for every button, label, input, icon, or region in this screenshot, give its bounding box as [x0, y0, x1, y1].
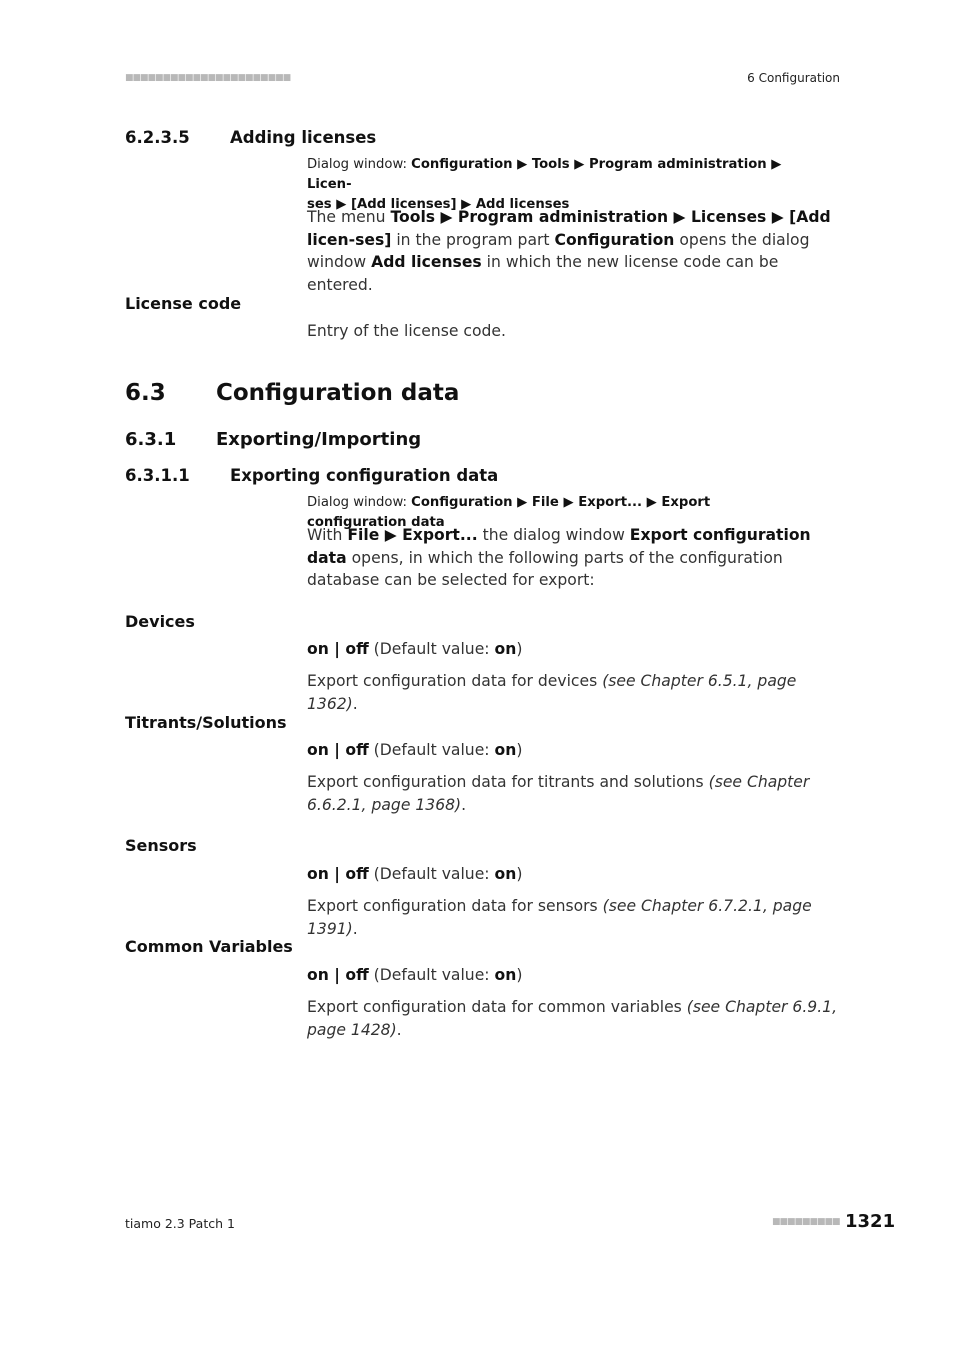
- default-value: on: [494, 741, 517, 759]
- chapter-reference: (see Chapter 6.7.2.1, page 1391): [307, 897, 812, 938]
- text: in which the new license code can be entered.: [307, 253, 779, 294]
- program-part: Configuration: [554, 230, 675, 249]
- default-value: on: [494, 640, 517, 658]
- text: ): [516, 966, 523, 984]
- param-sensors: Sensors: [125, 836, 197, 855]
- section-heading-63: [125, 380, 825, 410]
- text: (Default value:: [368, 865, 495, 883]
- section-title: Adding licenses: [230, 128, 377, 147]
- section-number: 6.3: [125, 380, 166, 406]
- param-license-code: License code: [125, 294, 242, 313]
- page-number: 1321: [845, 1211, 896, 1232]
- section-heading-6311: [125, 466, 825, 488]
- param-devices: Devices: [125, 612, 195, 631]
- section-number: 6.3.1: [125, 429, 177, 450]
- options: on | off: [307, 865, 369, 883]
- menu-path: File ▶ Export...: [347, 526, 478, 544]
- text: (Default value:: [368, 966, 495, 984]
- param-titrants-solutions: Titrants/Solutions: [125, 713, 287, 732]
- text: ): [516, 640, 523, 658]
- menu-path: Tools ▶ Program administration ▶ Licenses ▶ [Add licen-ses]: [307, 208, 831, 249]
- param-common-variables: Common Variables: [125, 937, 293, 956]
- text: ): [516, 865, 523, 883]
- param-devices-options: [307, 638, 843, 661]
- paragraph-export-config: [307, 524, 843, 592]
- dialog-label: Dialog window:: [307, 157, 407, 172]
- section-title: Configuration data: [216, 380, 460, 406]
- text: With: [307, 526, 348, 544]
- chapter-reference: (see Chapter 6.9.1, page 1428): [307, 998, 838, 1039]
- text: .: [461, 795, 467, 814]
- options: on | off: [307, 741, 369, 759]
- text: .: [396, 1020, 402, 1039]
- param-devices-desc: [307, 670, 843, 715]
- footer-product: tiamo 2.3 Patch 1: [125, 1216, 235, 1231]
- text: opens, in which the following parts of the configuration database can be selected for export:: [307, 548, 783, 589]
- text: the dialog window: [477, 526, 630, 544]
- text: in the program part: [391, 230, 555, 249]
- text: opens the dialog window: [307, 230, 810, 271]
- dialog-path-line2: ses ▶ [Add licenses] ▶ Add licenses: [307, 197, 570, 212]
- default-value: on: [494, 865, 517, 883]
- param-titrants-options: [307, 739, 843, 762]
- text: ): [516, 741, 523, 759]
- text: (Default value:: [368, 741, 495, 759]
- text: .: [352, 694, 358, 713]
- param-license-code-desc: Entry of the license code.: [307, 322, 506, 340]
- dialog-path: Configuration ▶ File ▶ Export... ▶ Export configuration data: [307, 495, 711, 530]
- param-sensors-options: [307, 863, 843, 886]
- chapter-reference: (see Chapter 6.6.2.1, page 1368): [307, 773, 810, 814]
- section-heading-6235: [125, 128, 825, 150]
- header-decoration: ■■■■■■■■■■■■■■■■■■■■■■: [125, 73, 291, 83]
- param-titrants-desc: [307, 771, 843, 816]
- dialog-path-line1: Configuration ▶ Tools ▶ Program administration ▶ Licen-: [307, 157, 782, 192]
- section-number: 6.2.3.5: [125, 128, 190, 147]
- options: on | off: [307, 640, 369, 658]
- chapter-reference: (see Chapter 6.5.1, page 1362): [307, 672, 797, 713]
- section-heading-631: [125, 429, 825, 453]
- dialog-name: Export configuration data: [307, 526, 811, 567]
- param-common-variables-options: [307, 964, 843, 987]
- text: Export configuration data for sensors: [307, 897, 603, 915]
- paragraph-adding-licenses: [307, 206, 843, 296]
- section-title: Exporting configuration data: [230, 466, 499, 485]
- text: (Default value:: [368, 640, 495, 658]
- text: Export configuration data for titrants and solutions: [307, 773, 709, 791]
- footer-decoration: ■■■■■■■■■: [772, 1217, 840, 1227]
- default-value: on: [494, 966, 517, 984]
- text: The menu: [307, 208, 391, 226]
- dialog-name: Add licenses: [371, 253, 482, 271]
- dialog-label: Dialog window:: [307, 495, 407, 510]
- text: .: [352, 919, 358, 938]
- header-chapter: 6 Configuration: [747, 71, 840, 85]
- param-sensors-desc: [307, 895, 843, 940]
- param-common-variables-desc: [307, 996, 843, 1041]
- text: Export configuration data for common variables: [307, 998, 687, 1016]
- section-title: Exporting/Importing: [216, 429, 422, 450]
- section-number: 6.3.1.1: [125, 466, 190, 485]
- options: on | off: [307, 966, 369, 984]
- text: Export configuration data for devices: [307, 672, 603, 690]
